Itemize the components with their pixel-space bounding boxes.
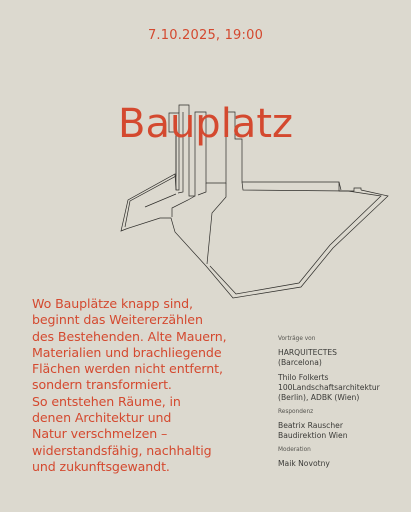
description-line: So entstehen Räume, in — [32, 393, 181, 409]
respondenz-label: Respondenz — [278, 409, 314, 415]
moderator-line: Maik Novotny — [278, 459, 330, 468]
moderation-section — [278, 447, 408, 469]
description-line: widerstandsfähig, nachhaltig — [32, 442, 212, 458]
event-description — [32, 296, 272, 475]
lectures-section — [278, 336, 408, 403]
description-line: beginnt das Weitererzählen — [32, 312, 203, 328]
description-line: Materialien und brachliegende — [32, 344, 222, 360]
respondenz-section — [278, 409, 408, 441]
lectures-label: Vorträge von — [278, 336, 316, 342]
description-line: des Bestehenden. Alte Mauern, — [32, 328, 227, 344]
moderation-label: Moderation — [278, 447, 311, 453]
description-line: sondern transformiert. — [32, 377, 172, 393]
lecturer-line: Thilo Folkerts — [278, 373, 329, 382]
lecturer-line: 100Landschaftsarchitektur — [278, 383, 380, 392]
description-line: denen Architektur und — [32, 410, 172, 426]
lecturer-line: (Barcelona) — [278, 358, 322, 367]
lecturer-line: (Berlin), ADBK (Wien) — [278, 393, 360, 402]
event-datetime: 7.10.2025, 19:00 — [147, 28, 264, 43]
event-title: Bauplatz — [118, 101, 293, 147]
lecturer-line: HARQUITECTES — [278, 348, 337, 357]
description-line: Wo Bauplätze knapp sind, — [32, 296, 193, 311]
respondent-line: Baudirektion Wien — [278, 431, 348, 440]
event-credits — [278, 336, 408, 475]
respondent-line: Beatrix Rauscher — [278, 421, 343, 430]
description-line: Flächen werden nicht entfernt, — [32, 361, 223, 377]
description-line: Natur verschmelzen – — [32, 426, 168, 442]
description-line: und zukunftsgewandt. — [32, 458, 170, 474]
